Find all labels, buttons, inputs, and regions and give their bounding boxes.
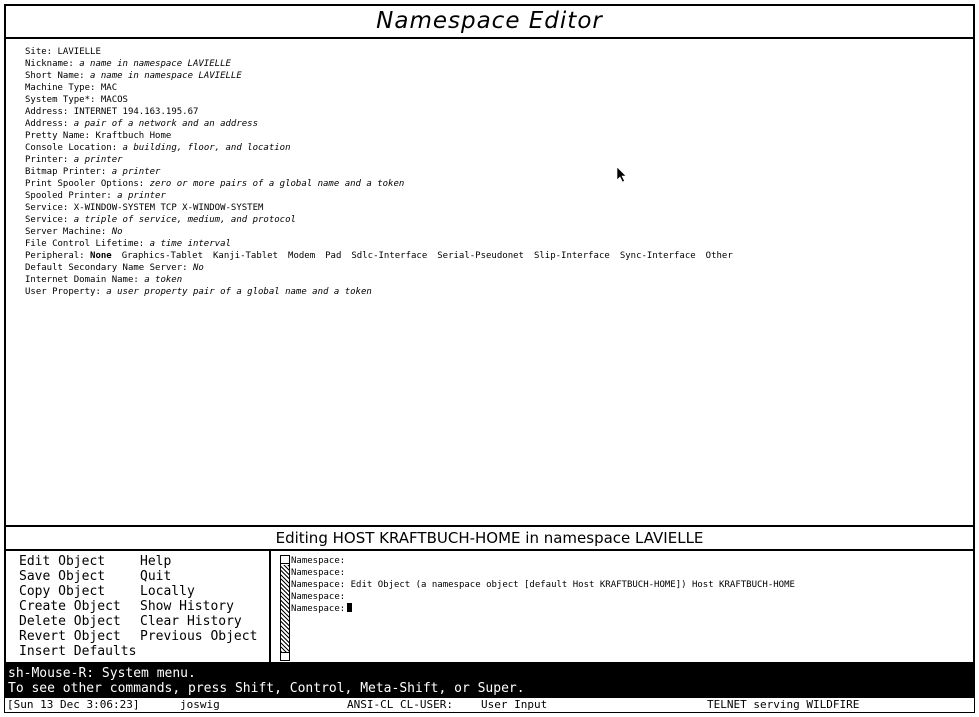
field-label: System Type*: (25, 95, 101, 105)
field-row[interactable] (25, 58, 743, 70)
field-value[interactable]: a name in namespace LAVIELLE (79, 59, 231, 69)
status-datetime: [Sun 13 Dec 3:06:23] (7, 698, 140, 711)
menu-item[interactable]: Create Object (19, 599, 121, 614)
listener-line-text: Namespace: Edit Object (a namespace object [default Host KRAFTBUCH-HOME]) Host KRAFTBUCH-HOME (291, 580, 795, 590)
peripheral-option[interactable]: Pad (325, 251, 342, 261)
field-label: Print Spooler Options: (25, 179, 150, 189)
field-value[interactable]: X-WINDOW-SYSTEM TCP X-WINDOW-SYSTEM (73, 203, 264, 213)
field-row[interactable] (25, 154, 743, 166)
field-value[interactable]: a name in namespace LAVIELLE (90, 71, 242, 81)
listener-line-text: Namespace: (291, 568, 346, 578)
field-label: Pretty Name: (25, 131, 96, 141)
peripheral-option[interactable]: Slip-Interface (533, 251, 610, 261)
mouse-pointer-icon (616, 166, 628, 184)
status-state: User Input (481, 698, 548, 711)
field-label: Nickname: (25, 59, 80, 69)
field-row[interactable] (25, 226, 743, 238)
field-value[interactable]: MAC (100, 83, 118, 93)
scroll-down-button[interactable] (281, 652, 289, 660)
field-value[interactable]: zero or more pairs of a global name and a token (149, 179, 405, 189)
field-row[interactable] (25, 46, 743, 58)
field-label: Site: (25, 47, 58, 57)
field-value[interactable]: a time interval (149, 239, 231, 249)
peripheral-option[interactable]: Modem (288, 251, 316, 261)
field-row[interactable] (25, 130, 743, 142)
field-row[interactable] (25, 202, 743, 214)
menu-item[interactable]: Save Object (19, 569, 106, 584)
field-label: Service: (25, 203, 74, 213)
mouse-doc-line-2: To see other commands, press Shift, Control, Meta-Shift, or Super. (8, 681, 525, 696)
peripheral-option[interactable]: Kanji-Tablet (213, 251, 279, 261)
field-value[interactable]: a printer (117, 191, 166, 201)
field-label: Machine Type: (25, 83, 101, 93)
host-record-editor (6, 39, 973, 525)
listener-history (291, 555, 795, 615)
mouse-doc-line-1: sh-Mouse-R: System menu. (8, 666, 196, 681)
menu-item[interactable]: Edit Object (19, 554, 106, 569)
menu-item[interactable]: Help (140, 554, 172, 569)
command-menu (6, 551, 271, 664)
editing-status-line: Editing HOST KRAFTBUCH-HOME in namespace LAVIELLE (6, 525, 973, 551)
listener-line-text: Namespace: (291, 592, 346, 602)
field-label: Internet Domain Name: (25, 275, 145, 285)
status-user: joswig (180, 698, 220, 711)
listener-scrollbar[interactable] (280, 555, 290, 661)
menu-item[interactable]: Insert Defaults (19, 644, 137, 659)
listener-line-text: Namespace: (291, 556, 346, 566)
status-process: TELNET serving WILDFIRE (707, 698, 860, 711)
field-row[interactable] (25, 262, 743, 274)
menu-item[interactable]: Quit (140, 569, 172, 584)
field-row[interactable] (25, 214, 743, 226)
mouse-documentation-line (4, 664, 975, 697)
namespace-editor-frame (4, 4, 975, 664)
window-title: Namespace Editor (6, 6, 973, 39)
menu-item[interactable]: Copy Object (19, 584, 106, 599)
field-label: Service: (25, 215, 74, 225)
listener-line-text: Namespace: (291, 604, 346, 614)
menu-item[interactable]: Show History (140, 599, 234, 614)
field-row[interactable] (25, 178, 743, 190)
peripheral-option[interactable]: None (90, 251, 112, 261)
field-label: User Property: (25, 287, 107, 297)
field-row[interactable] (25, 106, 743, 118)
field-row[interactable] (25, 118, 743, 130)
status-bar (4, 697, 975, 713)
peripheral-option[interactable]: Sdlc-Interface (351, 251, 428, 261)
field-value[interactable]: a user property pair of a global name and a token (106, 287, 372, 297)
field-value[interactable]: a pair of a network and an address (73, 119, 259, 129)
field-row[interactable] (25, 82, 743, 94)
field-row[interactable] (25, 94, 743, 106)
field-value[interactable]: No (111, 227, 123, 237)
field-label: Bitmap Printer: (25, 167, 112, 177)
field-row[interactable] (25, 286, 743, 298)
field-row[interactable] (25, 70, 743, 82)
field-label: Peripheral: (25, 251, 91, 261)
field-row[interactable] (25, 238, 743, 250)
field-label: Server Machine: (25, 227, 112, 237)
scroll-thumb[interactable] (281, 565, 289, 652)
field-value[interactable]: Kraftbuch Home (95, 131, 172, 141)
field-label: Spooled Printer: (25, 191, 118, 201)
field-value[interactable]: a printer (73, 155, 123, 165)
menu-item[interactable]: Clear History (140, 614, 242, 629)
field-row[interactable] (25, 190, 743, 202)
field-value[interactable]: LAVIELLE (57, 47, 101, 57)
field-label: Printer: (25, 155, 74, 165)
field-label: Short Name: (25, 71, 91, 81)
listener-line (291, 555, 795, 567)
listener-line (291, 579, 795, 591)
field-value[interactable]: a token (144, 275, 183, 285)
field-row-peripheral (25, 250, 743, 262)
scroll-up-button[interactable] (281, 556, 289, 564)
command-menu-column-1 (19, 554, 136, 659)
field-label: Console Location: (25, 143, 123, 153)
listener-line (291, 603, 795, 615)
field-label: Address: (25, 107, 74, 117)
field-list (25, 46, 743, 298)
peripheral-option[interactable]: Graphics-Tablet (121, 251, 203, 261)
listener-line (291, 591, 795, 603)
field-value[interactable]: MACOS (100, 95, 128, 105)
field-value[interactable]: No (192, 263, 204, 273)
status-package: ANSI-CL CL-USER: (347, 698, 453, 711)
field-value[interactable]: a building, floor, and location (122, 143, 291, 153)
peripheral-option[interactable]: Sync-Interface (619, 251, 696, 261)
text-cursor (347, 603, 352, 612)
field-value[interactable]: a printer (111, 167, 161, 177)
field-value[interactable]: INTERNET 194.163.195.67 (73, 107, 199, 117)
field-label: File Control Lifetime: (25, 239, 150, 249)
menu-item[interactable]: Revert Object (19, 629, 121, 644)
menu-item[interactable]: Previous Object (140, 629, 258, 644)
command-menu-column-2 (140, 554, 257, 644)
field-label: Default Secondary Name Server: (25, 263, 193, 273)
peripheral-option[interactable]: Serial-Pseudonet (437, 251, 524, 261)
menu-item[interactable]: Locally (140, 584, 195, 599)
field-row[interactable] (25, 274, 743, 286)
peripheral-option[interactable]: Other (705, 251, 733, 261)
field-value[interactable]: a triple of service, medium, and protocol (73, 215, 296, 225)
listener-pane[interactable] (273, 551, 973, 664)
field-row[interactable] (25, 166, 743, 178)
menu-item[interactable]: Delete Object (19, 614, 121, 629)
field-label: Address: (25, 119, 74, 129)
field-row[interactable] (25, 142, 743, 154)
listener-line (291, 567, 795, 579)
